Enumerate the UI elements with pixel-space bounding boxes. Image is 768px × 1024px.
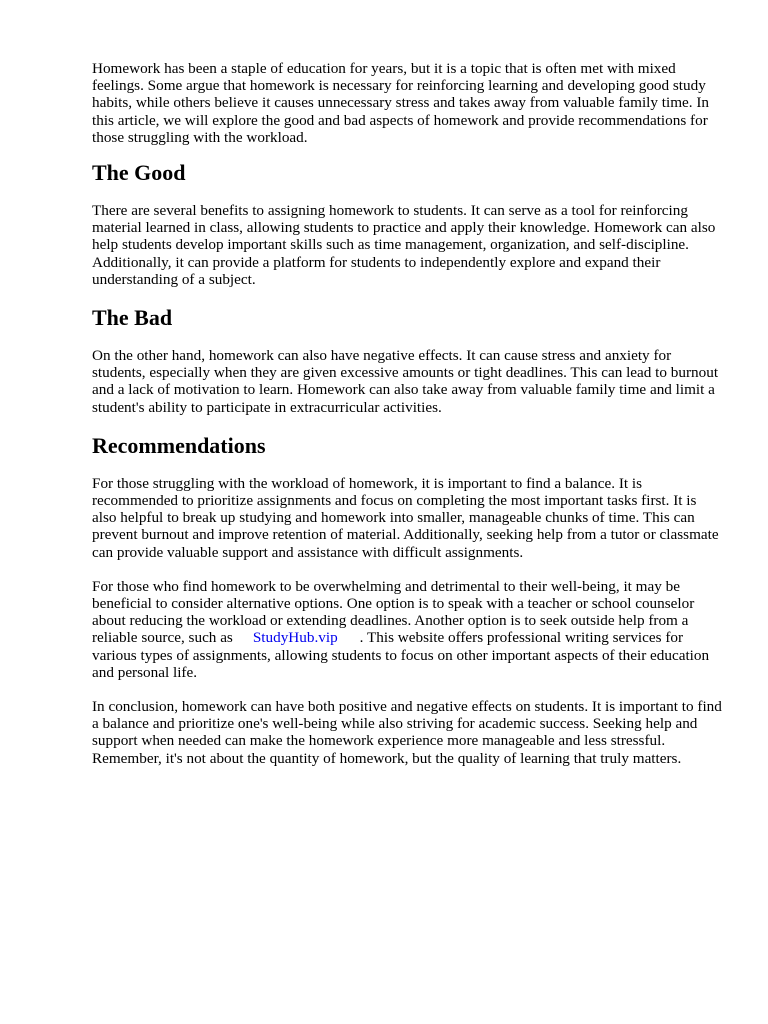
recommendations-text-after-link: . This website offers professional writing services for various types of assignments, allowing students to focus on other important aspects of their education and personal life. [92,629,710,681]
studyhub-link[interactable]: StudyHub.vip [252,629,338,647]
recommendations-paragraph-2 [92,578,724,681]
heading-the-bad: The Bad [92,305,173,331]
recommendations-text-before-link: For those who find homework to be overwhelming and detrimental to their well-being, it may be beneficial to consider alternative options. One option is to speak with a teacher or school counselor about reducing the workload or extending deadlines. Another option is to seek outside help from a reliable source, such as [92,577,695,647]
heading-the-good: The Good [92,160,186,186]
recommendations-paragraph-1: For those struggling with the workload of homework, it is important to find a balance. It is recommended to prioritize assignments and focus on completing the most important tasks first. It is also helpful to break up studying and homework into smaller, manageable chunks of time. This can prevent burnout and improve retention of material. Additionally, seeking help from a tutor or classmate can provide valuable support and assistance with difficult assignments. [92,474,719,561]
heading-recommendations: Recommendations [92,432,266,458]
good-paragraph: There are several benefits to assigning homework to students. It can serve as a tool for reinforcing material learned in class, allowing students to practice and apply their knowledge. Homework can also help students develop important skills such as time management, organization, and self-discipline. Additionally, it can provide a platform for students to independently explore and expand their understanding of a subject. [92,202,716,288]
bad-paragraph: On the other hand, homework can also have negative effects. It can cause stress and anxiety for students, especially when they are given excessive amounts or tight deadlines. This can lead to burnout and a lack of motivation to learn. Homework can also take away from valuable family time and limit a student's ability to participate in extracurricular activities. [92,347,719,416]
conclusion-paragraph: In conclusion, homework can have both positive and negative effects on students. It is important to find a balance and prioritize one's well-being while also striving for academic success. Seeking help and support when needed can make the homework experience more manageable and less stressful. Remember, it's not about the quantity of homework, but the quality of learning that truly matters. [92,698,722,767]
intro-paragraph: Homework has been a staple of education for years, but it is a topic that is often met with mixed feelings. Some argue that homework is necessary for reinforcing learning and developing good study habits, while others believe it causes unnecessary stress and takes away from valuable family time. In this article, we will explore the good and bad aspects of homework and provide recommendations for those struggling with the workload. [92,60,710,146]
document-body [92,60,724,784]
